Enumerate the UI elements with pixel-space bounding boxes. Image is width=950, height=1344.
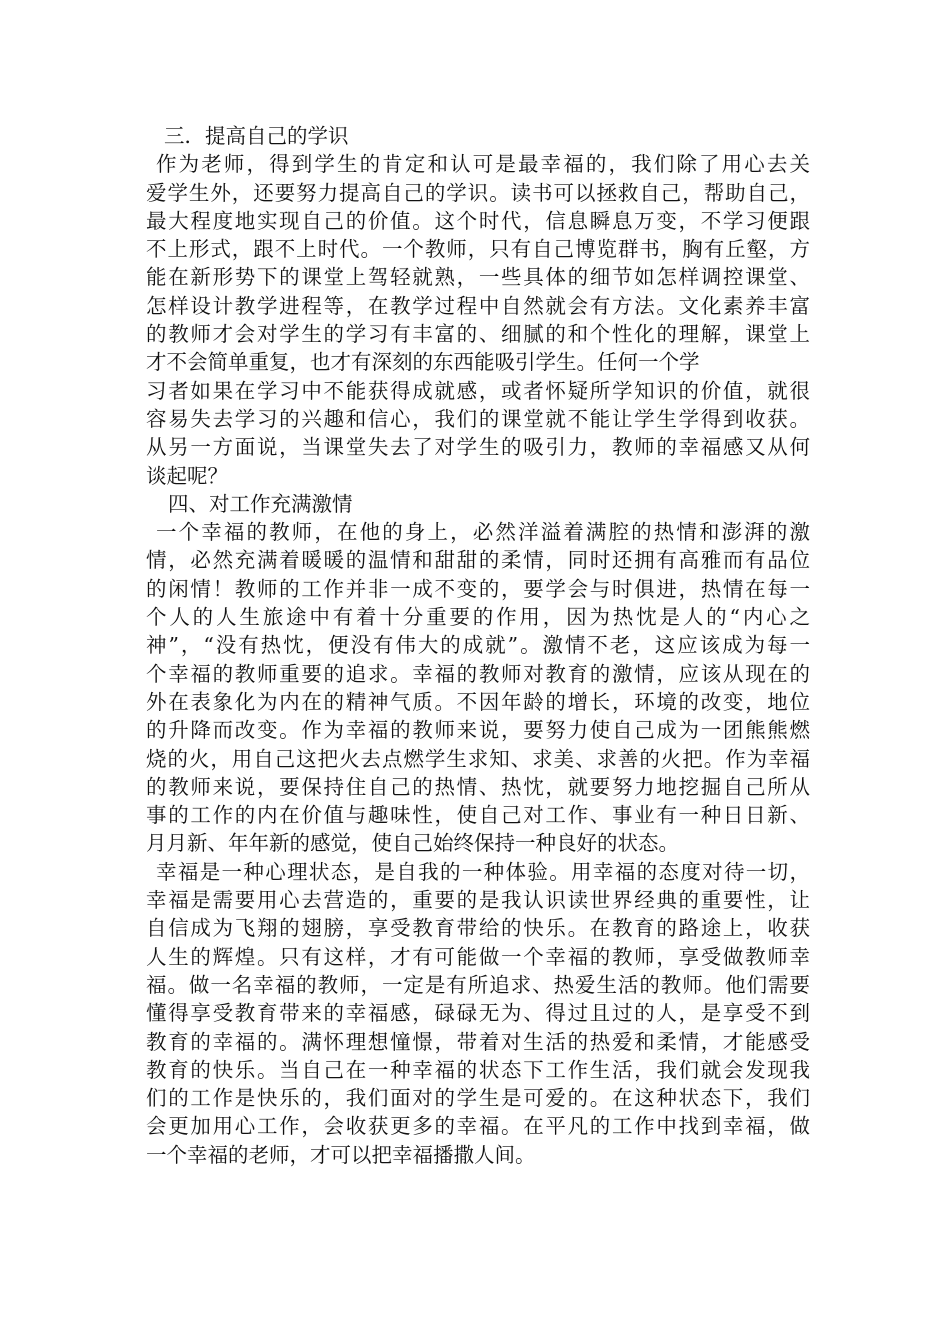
text-line: 人生的辉煌。只有这样，才有可能做一个幸福的教师，享受做教师幸 (146, 944, 810, 969)
text-line: 容易失去学习的兴趣和信心，我们的课堂就不能让学生学得到收获。 (146, 406, 810, 431)
text-line: 教育的快乐。当自己在一种幸福的状态下工作生活，我们就会发现我 (146, 1057, 810, 1082)
text-line: 不上形式，跟不上时代。一个教师，只有自己博览群书，胸有丘壑，方 (146, 237, 810, 262)
text-line: 的升降而改变。作为幸福的教师来说，要努力使自己成为一团熊熊燃 (146, 718, 810, 743)
text-line: 的教师来说，要保持住自己的热情、热忱，就要努力地挖掘自己所从 (146, 774, 810, 799)
text-line: 月月新、年年新的感觉，使自己始终保持一种良好的状态。 (146, 831, 679, 856)
text-line: 幸福是一种心理状态，是自我的一种体验。用幸福的态度对待一切， (156, 859, 810, 884)
text-line: 教育的幸福的。满怀理想憧憬，带着对生活的热爱和柔情，才能感受 (146, 1029, 810, 1054)
text-line: 的闲情！教师的工作并非一成不变的，要学会与时俱进，热情在每一 (146, 576, 810, 601)
text-line: 一个幸福的教师，在他的身上，必然洋溢着满腔的热情和澎湃的激 (156, 520, 810, 545)
text-line: 才不会简单重复，也才有深刻的东西能吸引学生。任何一个学 (146, 350, 700, 375)
text-line: 能在新形势下的课堂上驾轻就熟，一些具体的细节如怎样调控课堂、 (146, 265, 810, 290)
text-line: 个幸福的教师重要的追求。幸福的教师对教育的激情，应该从现在的 (146, 661, 810, 686)
text-line: 神”，“没有热忱，便没有伟大的成就”。激情不老，这应该成为每一 (146, 633, 810, 658)
heading-section-4: 四、对工作充满激情 (168, 491, 353, 516)
text-line: 习者如果在学习中不能获得成就感，或者怀疑所学知识的价值，就很 (146, 378, 810, 403)
text-line: 自信成为飞翔的翅膀，享受教育带给的快乐。在教育的路途上，收获 (146, 916, 810, 941)
text-line: 情，必然充满着暖暖的温情和甜甜的柔情，同时还拥有高雅而有品位 (146, 548, 810, 573)
text-line: 怎样设计教学进程等，在教学过程中自然就会有方法。文化素养丰富 (146, 293, 810, 318)
text-line: 会更加用心工作，会收获更多的幸福。在平凡的工作中找到幸福，做 (146, 1114, 810, 1139)
text-line: 幸福是需要用心去营造的，重要的是我认识读世界经典的重要性，让 (146, 888, 810, 913)
document-page (146, 122, 810, 1169)
text-line: 从另一方面说，当课堂失去了对学生的吸引力，教师的幸福感又从何 (146, 435, 810, 460)
heading-section-3: 三．提高自己的学识 (164, 124, 349, 148)
text-line: 福。做一名幸福的教师，一定是有所追求、热爱生活的教师。他们需要 (146, 972, 810, 997)
text-line: 作为老师，得到学生的肯定和认可是最幸福的，我们除了用心去关 (156, 152, 810, 177)
text-line: 个人的人生旅途中有着十分重要的作用，因为热忱是人的“内心之 (146, 605, 810, 630)
text-line: 一个幸福的老师，才可以把幸福播撒人间。 (146, 1142, 536, 1167)
text-line: 爱学生外，还要努力提高自己的学识。读书可以拯救自己，帮助自己， (146, 180, 810, 205)
text-line: 事的工作的内在价值与趣味性，使自己对工作、事业有一种日日新、 (146, 803, 810, 828)
text-line: 谈起呢？ (146, 463, 228, 488)
text-line: 最大程度地实现自己的价值。这个时代，信息瞬息万变，不学习便跟 (146, 208, 810, 233)
text-line: 们的工作是快乐的，我们面对的学生是可爱的。在这种状态下，我们 (146, 1086, 810, 1111)
text-line: 懂得享受教育带来的幸福感，碌碌无为、得过且过的人，是享受不到 (146, 1001, 810, 1026)
text-line: 的教师才会对学生的学习有丰富的、细腻的和个性化的理解，课堂上 (146, 322, 810, 347)
text-line: 烧的火，用自己这把火去点燃学生求知、求美、求善的火把。作为幸福 (146, 746, 810, 771)
text-line: 外在表象化为内在的精神气质。不因年龄的增长，环境的改变，地位 (146, 689, 810, 714)
